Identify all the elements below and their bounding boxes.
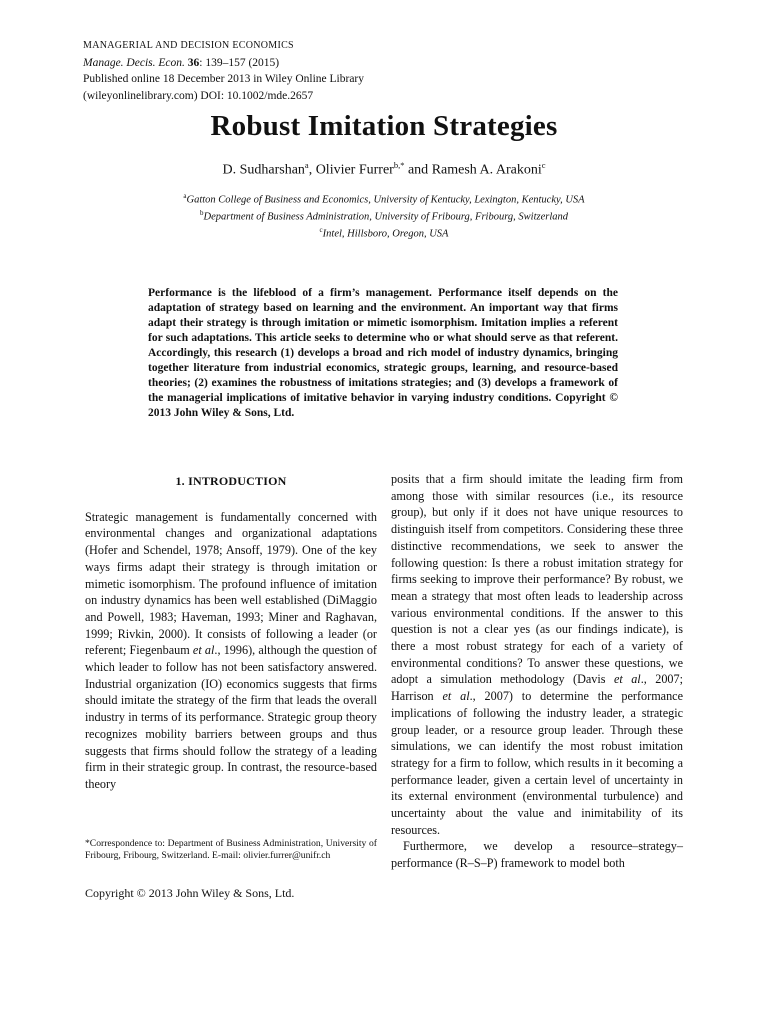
affiliations [0,190,768,241]
body-text: ., 2007) to determine the performance implications of following the industry leader, a strategic group leader, or a resource group leader. Through these simulations, we can identify the most robust imitation strategy for a firm to follow, which results in it becoming a performance leader, given a certain level of uncertainty in its external environment (environmental turbulence) and uncertainty about the value and inimitability of its resources. [391,689,683,837]
author-affil-mark: a [304,160,309,170]
author-affil-mark: c [541,160,546,170]
intro-paragraph-1 [85,509,377,793]
intro-paragraph-1-cont [391,471,683,838]
affiliation-text: Gatton College of Business and Economics, University of Kentucky, Lexington, Kentucky, USA [186,194,585,206]
published-line: Published online 18 December 2013 in Wiley Online Library [83,73,365,85]
et-al: et al [192,643,215,658]
body-text: Strategic management is fundamentally concerned with environmental changes and organizational adaptations (Hofer and Schendel, 1978; Ansoff, 1979). One of the key ways firms adapt their strategy is through imitation or mimetic isomorphism. The profound influence of imitation on industry dynamics has been well established (DiMaggio and Powell, 1983; Haveman, 1993; Miner and Raghavan, 1999; Rivkin, 2000). It consists of following a leader (or referent; Fiegenbaum [85,509,377,658]
correspondence-footnote: *Correspondence to: Department of Business Administration, University of Fribourg, Fribourg, Switzerland. E-mail: olivier.furrer@unifr.ch [85,838,377,861]
body-text: ., 2007; Harrison [391,672,683,704]
author-name: D. Sudharshan [222,162,305,178]
section-heading: 1. INTRODUCTION [175,474,287,488]
body-text: ., 1996), although the question of which leader to follow has not been satisfactory answered. Industrial organization (IO) economics suggests that firms should imitate the strategy of the firm that leads the overall industry in terms of its performance. Strategic group theory recognizes mobility barriers between groups and thus suggests that firms should follow the strategy of a leading firm in their strategic group. In contrast, the resource-based theory [85,643,377,791]
et-al: et al [442,689,470,704]
author-separator: , [308,162,316,178]
copyright-notice: Copyright © 2013 John Wiley & Sons, Ltd. [85,886,295,900]
intro-paragraph-2: Furthermore, we develop a resource–strategy–performance (R–S–P) framework to model both [391,839,683,871]
citation-volume: 36 [187,56,200,69]
doi-line: (wileyonlinelibrary.com) DOI: 10.1002/mde.2657 [83,89,314,102]
affiliation-mark: c [319,226,323,234]
citation-line [83,55,683,72]
right-column [391,471,683,872]
paper-title: Robust Imitation Strategies [210,110,558,142]
abstract: Performance is the lifeblood of a firm’s management. Performance itself depends on the adaptation of strategy based on learning and the environment. An important way that firms adapt their strategy is through imitation or mimetic isomorphism. Imitation implies a referent for such adaptations. This article seeks to determine who or what should serve as that referent. Accordingly, this research (1) develops a broad and rich model of industry dynamics, bringing together literature from industrial economics, strategic groups, learning, and resource-based theories; (2) examines the robustness of imitations strategies; and (3) develops a framework of the managerial implications of imitative behavior in varying industry conditions. Copyright © 2013 John Wiley & Sons, Ltd. [148,287,618,419]
affiliation-mark: a [183,192,187,200]
et-al: et al [613,672,641,687]
author-affil-mark: b,* [393,160,405,170]
left-column [85,471,377,793]
author-name: Ramesh A. Arakoni [431,162,542,178]
journal-header [83,38,683,104]
author-list [0,160,768,179]
affiliation-text: Intel, Hillsboro, Oregon, USA [322,228,449,240]
affiliation [0,207,768,224]
affiliation-mark: b [200,209,204,217]
affiliation [0,190,768,207]
body-text: posits that a firm should imitate the leading firm from among those with similar resources (i.e., its resource group), but only if it does not have unique resources to distinguish itself from competitors. Considering these three distinctive recommendations, we seek to answer the following question: Is there a robust imitation strategy for firms seeking to improve their performance? By robust, we mean a strategy that most often leads to leadership across various environmental conditions. If the answer to this question is not a clear yes (as our findings indicate), is there a most robust strategy for each of a variety of environmental conditions? To answer these questions, we adopt a simulation methodology (Davis [391,472,683,687]
journal-name: MANAGERIAL AND DECISION ECONOMICS [83,40,294,51]
citation-pages: : 139–157 (2015) [199,56,280,69]
author-name: Olivier Furrer [315,162,394,178]
citation-abbrev: Manage. Decis. Econ. [83,56,185,69]
affiliation [0,224,768,241]
author-separator: and [404,162,432,178]
affiliation-text: Department of Business Administration, University of Fribourg, Fribourg, Switzerland [203,211,568,223]
